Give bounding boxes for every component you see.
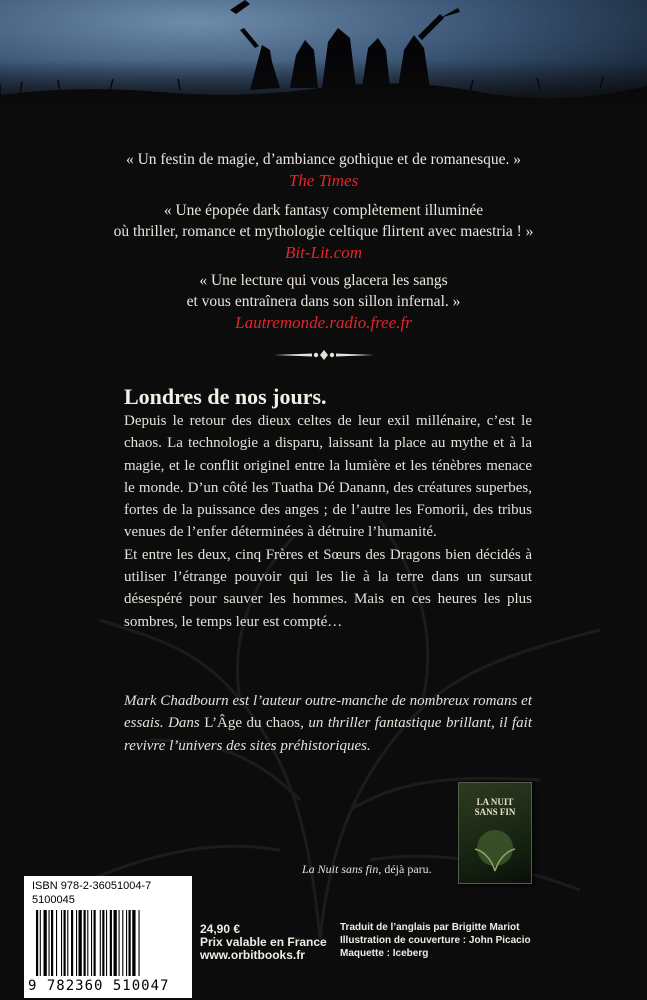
previous-book-caption (302, 862, 432, 877)
author-bio (124, 690, 532, 757)
price-amount: 24,90 € (200, 922, 241, 936)
barcode-box (24, 876, 192, 998)
previous-book-cover (458, 782, 532, 884)
review-quote-3 (60, 270, 587, 333)
isbn-number: ISBN 978-2-36051004-7 (32, 880, 152, 892)
review-quote-text-line2: et vous entraînera dans son sillon infernal. » (186, 293, 461, 310)
previous-book-caption-rest: , déjà paru. (378, 862, 432, 876)
author-bio-part1: Mark Chadbourn est l’auteur outre-manche de nombreux romans et essais. Dans (124, 693, 532, 732)
barcode-icon (34, 910, 182, 978)
review-quote-2 (60, 200, 587, 263)
translation-credit: Traduit de l’anglais par Brigitte Mariot (340, 922, 520, 933)
horizon-fade (0, 60, 647, 120)
publisher-website: www.orbitbooks.fr (200, 948, 305, 962)
synopsis-headline: Londres de nos jours. (124, 384, 327, 409)
illustration-credit: Illustration de couverture : John Picacio (340, 935, 531, 946)
review-quote-text: « Un festin de magie, d’ambiance gothique et de romanesque. » (125, 151, 522, 168)
review-quote-text-line1: « Une lecture qui vous glacera les sangs (199, 272, 448, 289)
author-bio-book-title: L’Âge du chaos (204, 715, 301, 732)
review-quote-1 (60, 149, 587, 191)
previous-book-cover-art (469, 823, 521, 873)
layout-credit: Maquette : Iceberg (340, 948, 429, 959)
credits-block (340, 921, 531, 960)
synopsis-paragraph-1: Depuis le retour des dieux celtes de leur exil millénaire, c’est le chaos. La technologie a disparu, laissant la place au mythe et à la magie, et le conflit originel entre la lumière et les ténèbres menace le monde. D’un côté les Tuatha Dé Danann, des créatures superbes, fortes de la puissance des anges ; de l’autre les Fomorii, des tribus venues de l’enfer déterminées à détruire l’humanité. (124, 413, 532, 541)
review-quote-source: The Times (288, 171, 359, 190)
previous-book-title-line1: LA NUIT (476, 797, 514, 807)
price-block (200, 923, 327, 962)
author-bio-part2: , un thriller fantastique brillant, il fait revivre l’univers des sites préhistoriques. (124, 715, 532, 754)
product-code: 5100045 (32, 894, 75, 906)
synopsis-body (124, 410, 532, 633)
previous-book-title-line2: SANS FIN (474, 807, 516, 817)
review-quote-source: Bit-Lit.com (285, 243, 362, 262)
review-quote-text-line1: « Une épopée dark fantasy complètement illuminée (163, 202, 484, 219)
ornament-divider (274, 348, 374, 362)
review-quote-source: Lautremonde.radio.free.fr (235, 313, 412, 332)
price-validity: Prix valable en France (200, 935, 327, 949)
previous-book-caption-title: La Nuit sans fin (302, 862, 379, 876)
barcode-digits: 9 782360 510047 (28, 978, 170, 994)
review-quote-text-line2: où thriller, romance et mythologie celtique flirtent avec maestria ! » (113, 223, 534, 240)
synopsis-paragraph-2: Et entre les deux, cinq Frères et Sœurs des Dragons bien décidés à utiliser l’étrange pouvoir qui les lie à la terre dans un sursaut désespéré pour sauver les hommes. Mais en ces heures les plus sombres, le temps leur est compté… (124, 546, 532, 630)
